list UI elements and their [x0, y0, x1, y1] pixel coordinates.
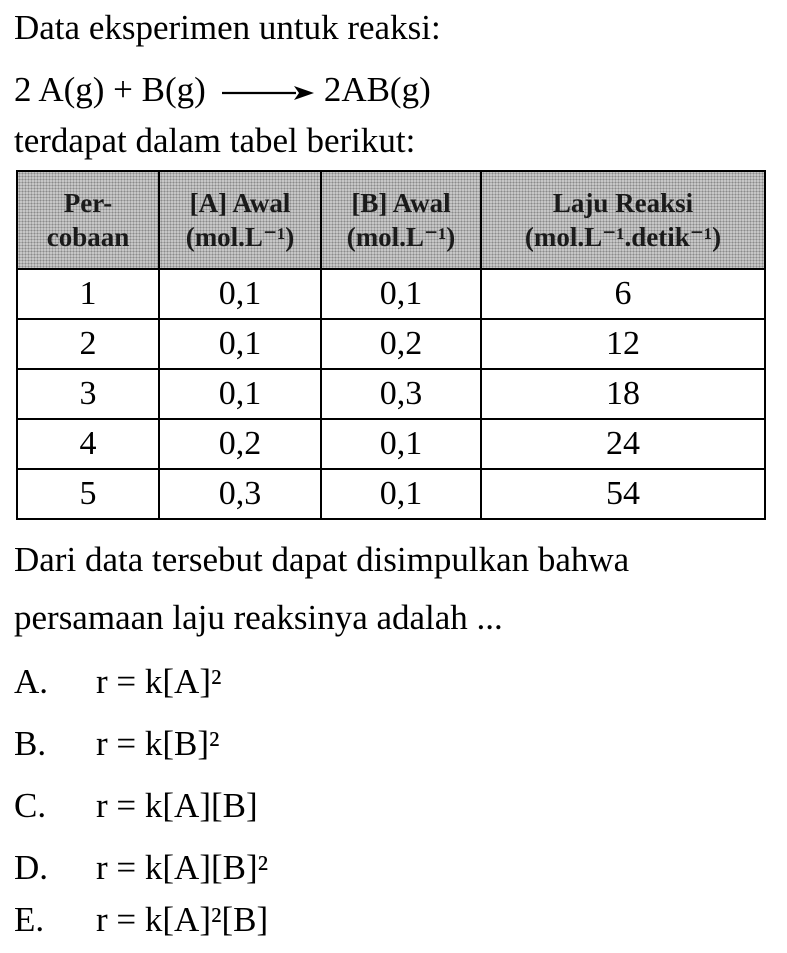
table-cell: 0,3: [159, 469, 321, 519]
table-cell: 24: [481, 419, 765, 469]
table-row: [17, 369, 765, 419]
table-intro: terdapat dalam tabel berikut:: [14, 121, 416, 160]
question-prompt: persamaan laju reaksinya adalah ...: [14, 598, 503, 637]
table-cell: 6: [481, 269, 765, 319]
option-letter: C.: [14, 786, 47, 825]
table-cell: 3: [17, 369, 159, 419]
table-cell: 2: [17, 319, 159, 369]
reaction-product: 2AB(g): [323, 70, 431, 109]
table-cell: 12: [481, 319, 765, 369]
option-letter: B.: [14, 724, 47, 763]
experiment-data-table: [16, 170, 766, 520]
table-cell: 0,1: [159, 319, 321, 369]
table-row: [17, 269, 765, 319]
table-header-row: [17, 171, 765, 269]
table-cell: 18: [481, 369, 765, 419]
table-cell: 4: [17, 419, 159, 469]
option-text: r = k[A][B]: [96, 786, 258, 825]
table-cell: 0,3: [321, 369, 481, 419]
question-intro: Data eksperimen untuk reaksi:: [14, 8, 441, 47]
table-row: [17, 419, 765, 469]
option-letter: E.: [14, 900, 45, 939]
table-row: [17, 319, 765, 369]
table-cell: 5: [17, 469, 159, 519]
right-arrow-icon: [222, 83, 314, 103]
option-letter: D.: [14, 848, 49, 887]
header-experiment: Per- cobaan: [17, 171, 159, 269]
header-initial-b: [B] Awal (mol.L⁻¹): [321, 171, 481, 269]
option-text: r = k[A]²: [96, 662, 222, 701]
reaction-equation: [14, 70, 431, 110]
table-cell: 0,1: [321, 419, 481, 469]
answer-option-e[interactable]: [14, 900, 268, 940]
table-cell: 1: [17, 269, 159, 319]
table-cell: 0,2: [159, 419, 321, 469]
table-cell: 0,1: [321, 269, 481, 319]
answer-option-b[interactable]: [14, 724, 220, 764]
table-cell: 54: [481, 469, 765, 519]
table-cell: 0,1: [159, 369, 321, 419]
table-row: [17, 469, 765, 519]
table-cell: 0,2: [321, 319, 481, 369]
option-text: r = k[A]²[B]: [96, 900, 269, 939]
answer-option-a[interactable]: [14, 662, 221, 702]
header-reaction-rate: Laju Reaksi (mol.L⁻¹.detik⁻¹): [481, 171, 765, 269]
option-text: r = k[A][B]²: [96, 848, 269, 887]
table-cell: 0,1: [159, 269, 321, 319]
answer-option-c[interactable]: [14, 786, 258, 826]
option-letter: A.: [14, 662, 49, 701]
answer-option-d[interactable]: [14, 848, 268, 888]
header-initial-a: [A] Awal (mol.L⁻¹): [159, 171, 321, 269]
reaction-reactants: 2 A(g) + B(g): [14, 70, 206, 109]
table-cell: 0,1: [321, 469, 481, 519]
question-conclusion: Dari data tersebut dapat disimpulkan bahwa: [14, 540, 630, 579]
option-text: r = k[B]²: [96, 724, 220, 763]
